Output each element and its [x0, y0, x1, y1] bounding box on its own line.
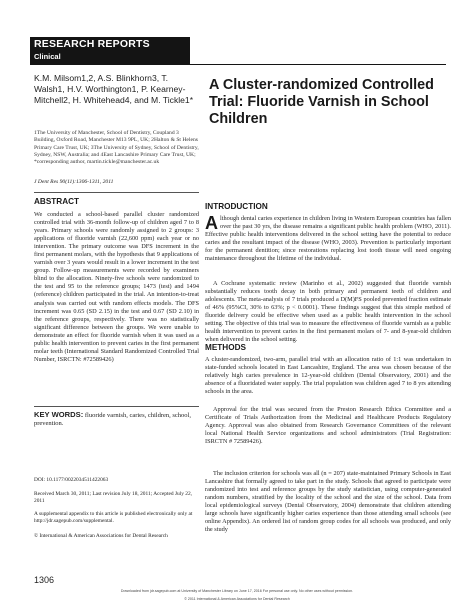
methods-paragraph: Approval for the trial was secured from the Preston Research Ethics Committee and a Certificate of Trials Authorization from the Medicinal and Healthcare Products Regulatory Agency. Approval was also obtained from Research Governance Committees of the relevant local National Health Service organizations and school administrators (Trial Registration: ISRCTN # 72589426). — [205, 406, 451, 446]
supplemental-note: A supplemental appendix to this article is published electronically only at http://jdr.sagepub.com/supplemental. — [34, 511, 193, 524]
page-number: 1306 — [34, 575, 55, 585]
article-title: A Cluster-randomized Controlled Trial: Fluoride Varnish in School Children — [209, 77, 434, 127]
drop-cap: A — [205, 213, 218, 233]
methods-paragraph: The inclusion criterion for schools was all (n = 207) state-maintained Primary Schools in East Lancashire that formally agreed to take part in the study. Schools that agreed to participate were randomized into test and reference groups by the study statistician, using computer-generated random numbers, stratified by the locality of the school and the size of the school. Data from local epidemiological surveys (Dental Observatory, 2004) demonstrate that children attending large schools have significantly higher caries experience than those attending small schools (see online Appendix). An ordered list of random group codes for all schools was produced, and only the study — [205, 470, 451, 534]
section-label: RESEARCH REPORTS — [34, 38, 150, 50]
doi: DOI: 10.1177/0022034511422063 — [34, 477, 109, 483]
copyright-note: © International & American Associations for Dental Research — [34, 533, 168, 539]
methods-heading: METHODS — [205, 343, 246, 352]
divider — [34, 192, 199, 193]
copyright-footer: © 2011 International & American Associations for Dental Research — [184, 597, 290, 601]
received-dates: Received March 30, 2011; Last revision July 18, 2011; Accepted July 22, 2011 — [34, 491, 192, 504]
abstract-text: We conducted a school-based parallel cluster randomized controlled trial with 36-month follow-up of children aged 7 to 8 years. Primary schools were randomly assigned to 2 groups: 3 applications of fluoride varnish (22,600 ppm) each year or no intervention. The primary outcome was DFS increment in the first permanent molars, with the hypothesis that 9 applications of varnish over 3 years would result in a lower increment in the test group. Follow-up measurements were recorded by examiners blind to the allocation. Ninety-five schools were randomized to the test and 95 to the reference groups; 1473 (test) and 1494 (reference) children participated in the trial. An intention-to-treat analysis was carried out with random effects models. The DFS increment was 0.65 (SD 2.15) in the test and 0.67 (SD 2.10) in the reference groups, respectively. There was no statistically significant difference between the groups. We were unable to demonstrate an effect for fluoride varnish when it was used as a public health intervention to prevent caries in the first permanent molar teeth (International Standard Randomized Controlled Trial Number, ISRCTN: #72589426) — [34, 211, 199, 363]
subsection-label: Clinical — [34, 52, 61, 61]
keywords-heading: KEY WORDS: — [34, 410, 84, 419]
keywords-text: fluoride varnish, caries, children, school, prevention. — [34, 412, 191, 428]
introduction-heading: INTRODUCTION — [205, 202, 268, 211]
abstract-heading: ABSTRACT — [34, 197, 80, 206]
header-rule — [190, 64, 446, 65]
introduction-paragraph: A Cochrane systematic review (Marinho et al., 2002) suggested that fluoride varnish substantially reduces tooth decay in both primary and permanent teeth of children and adolescents. The meta-analysis of 7 trials produced a D(M)FS pooled prevented fraction estimate of 46% (95%CI, 30% to 63%; p < 0.0001). These findings suggest that this simple method of fluoride delivery could be effective when used as a public health intervention in the school setting. The objective of this trial was to measure the effectiveness of fluoride varnish as a public health intervention to prevent caries in the first permanent molars of 7- and 8-year-old children when delivered in the school setting. — [205, 280, 451, 344]
affiliations: 1The University of Manchester, School of Dentistry, Coupland 3 Building, Oxford Road, Manchester M13 9PL, UK; 2Halton & St Helens Primary Care Trust, UK; 3The University of Sydney, School of Dentistry, Sydney, NSW, Australia; and 4East Lancashire Primary Care Trust, UK; *corresponding author, martin.tickle@manchester.ac.uk — [34, 130, 199, 166]
keywords — [34, 411, 199, 428]
introduction-paragraph: Although dental caries experience in children living in Western European countries has fallen over the past 30 yrs, the disease remains a significant public health problem (WHO, 2011). Effective public health interventions delivered in the school setting have the potential to reduce caries and the resultant impact of the disease (WHO, 2003). Prevention is particularly important for the permanent dentition; since restorations replacing lost tooth tissue will need ongoing maintenance throughout the lifetime of the individual. — [205, 213, 451, 263]
author-list: K.M. Milsom1,2, A.S. Blinkhorn3, T. Walsh1, H.V. Worthington1, P. Kearney-Mitchell2, H. Whitehead4, and M. Tickle1* — [34, 73, 194, 106]
download-footer: Downloaded from jdr.sagepub.com at University of Manchester Library on June 17, 2016 For personal use only. No other uses without permission. — [120, 589, 354, 593]
methods-paragraph: A cluster-randomized, two-arm, parallel trial with an allocation ratio of 1:1 was undertaken in state-funded schools located in East Lancashire, England. The area was chosen because of the relatively high caries prevalence in 12-year-old children (Dental Observatory, 2001) and the absence of a fluoridated water supply. The trial population was children aged 7 to 8 yrs attending schools in the area. — [205, 356, 451, 396]
journal-citation: J Dent Res 90(11):1306-1311, 2011 — [34, 179, 114, 185]
divider — [34, 406, 199, 407]
